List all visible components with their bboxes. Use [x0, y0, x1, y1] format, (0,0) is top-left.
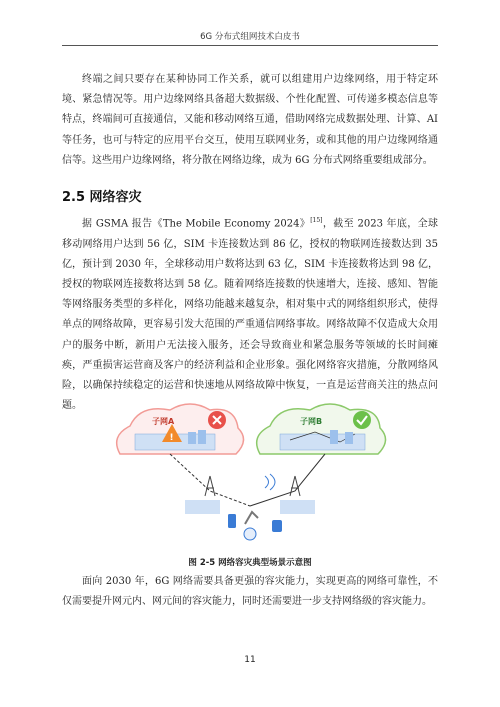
citation-ref: [15] — [310, 217, 323, 224]
section-paragraph-rest: ，截至 2023 年底，全球移动网络用户达到 56 亿，SIM 卡连接数达到 86 亿，授权的物联网连接数达到 35 亿，预计到 2030 年，全球移动用户数将达到 63 亿，SIM 卡连接数将达到 98 亿，授权的物联网连接数将达到 58 亿。随着网络连接数的快速增大，连接、感知、智能等网络服务类型的多样化，网络功能越来越复杂，相对集中式的网络组织形式，使得单点的网络故障，更容易引发大范围的严重通信网络事故。网络故障不仅造成大众用户的服务中断，新用户无法接入服务，还会导致商业和紧急服务等领域的长时间瘫痪，严重损害运营商及客户的经济利益和企业形象。强化网络容灾措施，分散网络风险，以确保持续稳定的运营和快速地从网络故障中恢复，一直是运营商关注的热点问题。 — [62, 218, 438, 412]
figure-caption: 图 2-5 网络容灾典型场景示意图 — [188, 558, 312, 568]
server-icon-b1 — [330, 430, 338, 444]
subnet-a-label: 子网A — [152, 417, 175, 426]
disaster-recovery-figure — [100, 396, 400, 546]
closing-paragraph: 面向 2030 年，6G 网络需要具备更强的容灾能力，实现更高的网络可靠性，不仅需要提升网元内、网元间的容灾能力，同时还需要进一步支持网络级的容灾能力。 — [62, 576, 438, 608]
edge-platform-right — [280, 500, 315, 514]
device-hub-icon — [244, 528, 256, 540]
phone-icon — [228, 514, 236, 528]
warning-icon-mark: ! — [169, 433, 174, 443]
tower-icon-left — [205, 476, 215, 496]
running-header: 6G 分布式组网技术白皮书 — [200, 32, 300, 42]
intro-paragraph: 终端之间只要存在某种协同工作关系，就可以组建用户边缘网络，用于特定环境、紧急情况等。用户边缘网络具备超大数据级、个性化配置、可传递多模态信息等特点，终端间可直接通信，又能和移动网络互通，借助网络完成数据处理、计算、AI 等任务，也可与特定的应用平台交互，使用互联网业务，或和其他的用户边缘网络通信等。这些用户边缘网络，将分散在网络边缘，成为 6G 分布式网络重要组成部分。 — [62, 74, 438, 166]
subnet-b-label: 子网B — [300, 417, 323, 426]
server-icon-b2 — [345, 432, 353, 444]
robot-arm-icon — [245, 512, 258, 524]
section-paragraph — [62, 211, 438, 416]
wifi-icon — [265, 474, 275, 490]
link-a-dashed — [170, 454, 250, 506]
header-rule — [62, 45, 438, 46]
check-icon — [353, 411, 371, 429]
page-number: 11 — [244, 655, 256, 665]
link-b-solid — [250, 454, 325, 506]
section-paragraph-start: 据 GSMA 报告《The Mobile Economy 2024》 — [82, 218, 311, 230]
server-icon-a1 — [188, 432, 196, 444]
section-title: 2.5 网络容灾 — [62, 190, 142, 205]
server-icon-a2 — [198, 430, 206, 444]
edge-platform-left — [185, 500, 220, 514]
robot-icon — [272, 520, 282, 532]
